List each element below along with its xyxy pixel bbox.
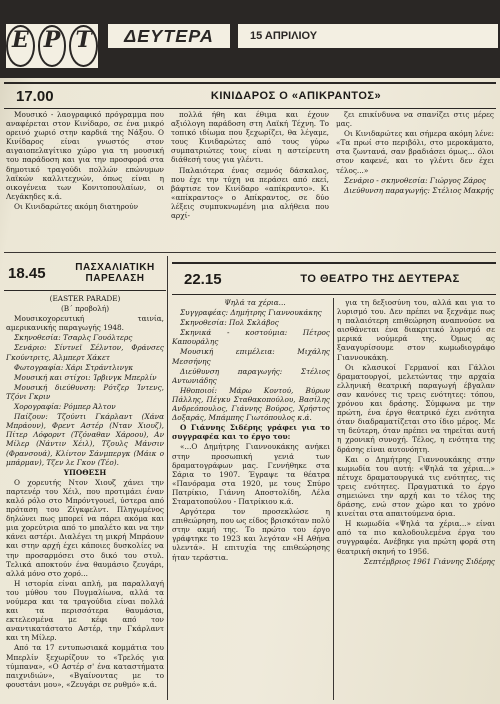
- paragraph: «...Ο Δημήτρης Γιαννουκάκης ανήκει στην προσωπική γενιά των δραματογράφων μας. Γεννήθηκε στα Σάρια το 1907. Έγραψε τα θέατρα «Πανόραμα στα 1920, με τους Σπύρο Πατρίκιο, Γιάννη Αποστολίδη, Λέλα Σταματοπούλου - Πατρίκιου κ.ά.: [172, 442, 330, 506]
- prog1-column-3: [336, 110, 494, 250]
- credit-line: Διεύθυνση παραγωγής: Στέλιος Αντωνιάδης: [172, 366, 330, 385]
- intro-heading: Ο Γιάννης Σιδέρης γράφει για το συγγραφέα και το έργο του:: [172, 423, 330, 442]
- prog1-column-2: [171, 110, 329, 250]
- paragraph: πολλά ήθη και έθιμα και έχουν αξιόλογη παράδοση στη Λαϊκή Τέχνη. Το τοπικό ιδίωμα που ξεχωρίζει, θα λέγαμε, τους Κινιδαρώτες από τους γύρω συμπατριώτες τους είναι η αστείρευτη διάθεσή τους για γλέντι.: [171, 110, 329, 165]
- program-header-2: [4, 256, 166, 291]
- paragraph: Ο χορευτής Ντον Χιουζ χάνει την παρτενέρ του Χέιλ, που προτιμάει έναν καλό ρόλο στο Μπρόντγουεϊ, ύστερα από πρόταση του Ζίγκφελντ. Πληγωμένος δηλώνει πως μπορεί να πάρει ακόμα και μια χορεύτρια από το μπαλέτο και να την κάνει αστέρι. Διαλέγει τη μικρή Μπράουν και στην αρχή έχει κάποιες δυσκολίες να την προσαρμόσει στο δικό του στυλ. Τελικά αποκτούν ένα θαυμάσιο ζευγάρι, αλλά μόνο στο χορό...: [6, 477, 164, 578]
- credit-line: Διεύθυνση παραγωγής: Στέλιος Μακρής: [344, 185, 494, 195]
- credit-line: Μουσική και στίχοι: Ίρβινγκ Μπερλίν: [14, 372, 157, 382]
- prog3-column-1: [172, 298, 330, 700]
- paragraph: Από τα 17 εντυπωσιακά κομμάτια του Μπερλίν ξεχωρίζουν το «Τρελός για τύμπανα», «Ο Αστέρ σ' ένα καταστήματα παιχνιδιών», «Βγαίνοντας με το φουστάνι μου», «Ζευγάρι σε ρυθμό» κ.ά.: [6, 643, 164, 689]
- program-header-1: [4, 82, 496, 109]
- program-time: 17.00: [16, 87, 54, 105]
- program-title: ΤΟ ΘΕΑΤΡΟ ΤΗΣ ΔΕΥΤΕΡΑΣ: [300, 273, 460, 285]
- paragraph: Αργότερα τον προσεκλώσε η επιθεώρηση, που ως είδος βρισκόταν πολύ στην ακμή της. Το πρώτο του έργο γράφτηκε το 1923 και λεγόταν «Η Αθήνα υλεντά». Η επιτυχία της επιθεώρησης ήταν τεράστια.: [172, 507, 330, 562]
- cast-line: Παίζουν: Τζούντι Γκάρλαντ (Χάνα Μπράουν), Φρεντ Αστέρ (Νταν Χιουζ), Πίτερ Λόφορντ (Τζόναθαν Χάροου), Αν Μίλερ (Νάντιν Χέιλ), Τζουλς Μάνσιν (Φρανσουά), Κλίντον Σάνμπεργκ (Μάικ ο μπάρμαν), Τζεν λε Γκον (Τέο).: [6, 412, 164, 467]
- program-title: ΚΙΝΙΔΑΡΟΣ Ο «ΑΠΙΚΡΑΝΤΟΣ»: [210, 90, 382, 102]
- prog2-column: [6, 294, 164, 700]
- paragraph: Η ιστορία είναι απλή, μα παραλλαγή του μύθου του Πυγμαλίωνα, αλλά τα νούμερα και τα τραγούδια είναι πολλά και τα περισσότερα θαυμάσια, εκτελεσμένα με κέφι από τον αναντικατάστατο Αστέρ, την Γκάρλαντ και τη Μίλερ.: [6, 578, 164, 643]
- logo-letter-p: P: [38, 25, 67, 67]
- column-divider: [167, 256, 168, 700]
- paragraph: Και ο Δημήτρης Γιαννουκάκης στην κωμωδία του αυτή: «Ψηλά τα χέρια...» πέτυχε δραματουργικά τις ενότητες, τις τρεις ενότητες. Πραγματικά το έργο σημειώνει την αρχή και το τέλος της δράσης, ενώ στον χώρο και το χρόνο κινείται στα απαιτούμενα όρια.: [337, 454, 495, 519]
- paragraph: ζει επικίνδυνα να σπανίζει στις μέρες μας.: [336, 110, 494, 129]
- paragraph: Οι Κινιδαρώτες ακόμη διατηρούν: [14, 201, 139, 211]
- section-heading: ΥΠΟΘΕΣΗ: [63, 467, 107, 477]
- cast-line: Ηθοποιοί: Μάρω Κοντού, Βύρων Πάλλης, Πέγκυ Σταθακοπούλου, Βασίλης Ανδρεόπουλος, Γιάννης Βούρος, Χρήστος Δοξαράς, Μπάμπης Γιωτόπουλος κ.ά.: [172, 385, 330, 423]
- program-time: 22.15: [184, 270, 222, 288]
- logo-letter-t: T: [69, 25, 98, 67]
- day-title: ΔΕΥΤΕΡΑ: [108, 24, 230, 48]
- paragraph: για τη δεξιοσύνη του, αλλά και για το λυρισμό του. Δεν πρέπει να ξεχνάμε πως η παλαιότερη επιθεώρηση αναπνούσε να αισθάνεται ένα διακριτικό λυρισμό σε μερικά νούμερά της. Όμως ας ξαναγυρίσουμε στον κωμωδιογράφο Γιαννουκάκη.: [337, 298, 495, 362]
- credit-line: Σκηνοθεσία: Τσαρλς Γουόλτερς: [14, 333, 133, 343]
- program-time: 18.45: [8, 264, 46, 282]
- paragraph: Οι κλασικοί Γερμανοί και Γάλλοι δραματουργοί, μελετώντας την αρχαία ελληνική θεατρική παραγωγή έβγαλαν σαν κανόνες τις τρεις ενότητες: τόπου, χρόνου και δράσης. Σύμφωνα με την πρώτη, ένα έργο θεατρικό έχει ενότητα όταν διαδραματίζεται στο ίδιο μέρος. Με τη δεύτερη, όταν πρέπει να τηρείται αυτή η χρονική συνοχή. Τέλος, η ενότητα της δράσης είναι αυτονόητη.: [337, 362, 495, 454]
- credit-line: Σενάριο - σκηνοθεσία: Γιώργος Ζάρος: [344, 175, 487, 185]
- divider: [4, 252, 496, 253]
- program-title: ΠΑΣΧΑΛΙΑΤΙΚΗ ΠΑΡΕΛΑΣΗ: [75, 262, 155, 284]
- ert-logo: [6, 24, 98, 68]
- subtitle: (Β΄ προβολή): [60, 304, 110, 314]
- credit-line: Σκηνοθεσία: Πολ Σκλάβος: [180, 318, 279, 328]
- prog3-column-2: [337, 298, 495, 700]
- play-title: Ψηλά τα χέρια...: [224, 298, 286, 307]
- logo-letter-e: E: [6, 25, 35, 67]
- original-title: (EASTER PARADE): [49, 294, 121, 303]
- paragraph: Οι Κινιδαρώτες και σήμερα ακόμη λένε: «Τα πρωί στο περιβόλι, στο μεροκάματο, στα ζωντανά, σαν βραδιάσει όμως... όλοι στον καφενέ, και το γλέντι δεν έχει τέλος...»: [336, 129, 494, 175]
- paragraph: Μουσικό - λαογραφικό πρόγραμμα που αναφέρεται στον Κινίδαρο, σε ένα μικρό ορεινό χωριό στην καρδιά της Νάξου. Ο Κινίδαρος είναι γνωστός στον αιγαιοπελαγίτικο χώρο για τη μουσική του παράδοση και για την προσφορά στα δημοτικό τραγούδι πολλών επώνυμων λαϊκών καλλιτεχνών, όπως είναι η οικογένεια των Κονιτοπουλαίων, οι Λεγάκηδες κ.ά.: [6, 110, 164, 201]
- credit-line: Χορογραφία: Ρόμπερ Άλτον: [14, 402, 116, 412]
- credit-line: Συγγραφέας: Δημήτρης Γιαννουκάκης: [180, 308, 322, 318]
- paragraph: Μουσικοχορευτική ταινία, αμερικανικής παραγωγής 1948.: [6, 314, 164, 333]
- signature: Σεπτέμβριος 1961 Γιάννης Σιδέρης: [363, 556, 495, 566]
- paragraph: Παλαιότερα ένας σεμνός δάσκαλος, που έχε την τύχη να περάσει από εκεί, βάφτισε τον Κινίδαρο «απίκραντο». Κι «απίκραντος» ο Απίκραντος, σε δύο λέξεις συμπυκνωμένη μια αλήθεια που αρχί-: [171, 165, 329, 221]
- credit-line: Φωτογραφία: Χάρι Στράντλινγκ: [14, 362, 134, 372]
- credit-line: Σκηνικά - κοστούμια: Πέτρος Καπουράλης: [172, 328, 330, 347]
- credit-line: Μουσική επιμέλεια: Μιχάλης Μεσσήνης: [172, 347, 330, 366]
- credit-line: Σενάριο: Σίντνεϊ Σέλντον, Φράνσες Γκούντριτς, Άλμπερτ Χάκετ: [6, 343, 164, 362]
- prog1-column-1: [6, 110, 164, 250]
- program-header-3: [172, 262, 496, 295]
- column-divider: [333, 298, 334, 700]
- date-label: 15 ΑΠΡΙΛΙΟΥ: [238, 24, 498, 48]
- paragraph: Η κωμωδία «Ψηλά τα χέρια...» είναι από τα πιο καλοδουλεμένα έργα του συγγραφέα. Ανέβηκε για πρώτη φορά στη θεατρική σκηνή το 1956.: [337, 519, 495, 556]
- credit-line: Μουσική διεύθυνση: Ρότζερ Ίντενς, Τζόνι Γκριν: [6, 382, 164, 401]
